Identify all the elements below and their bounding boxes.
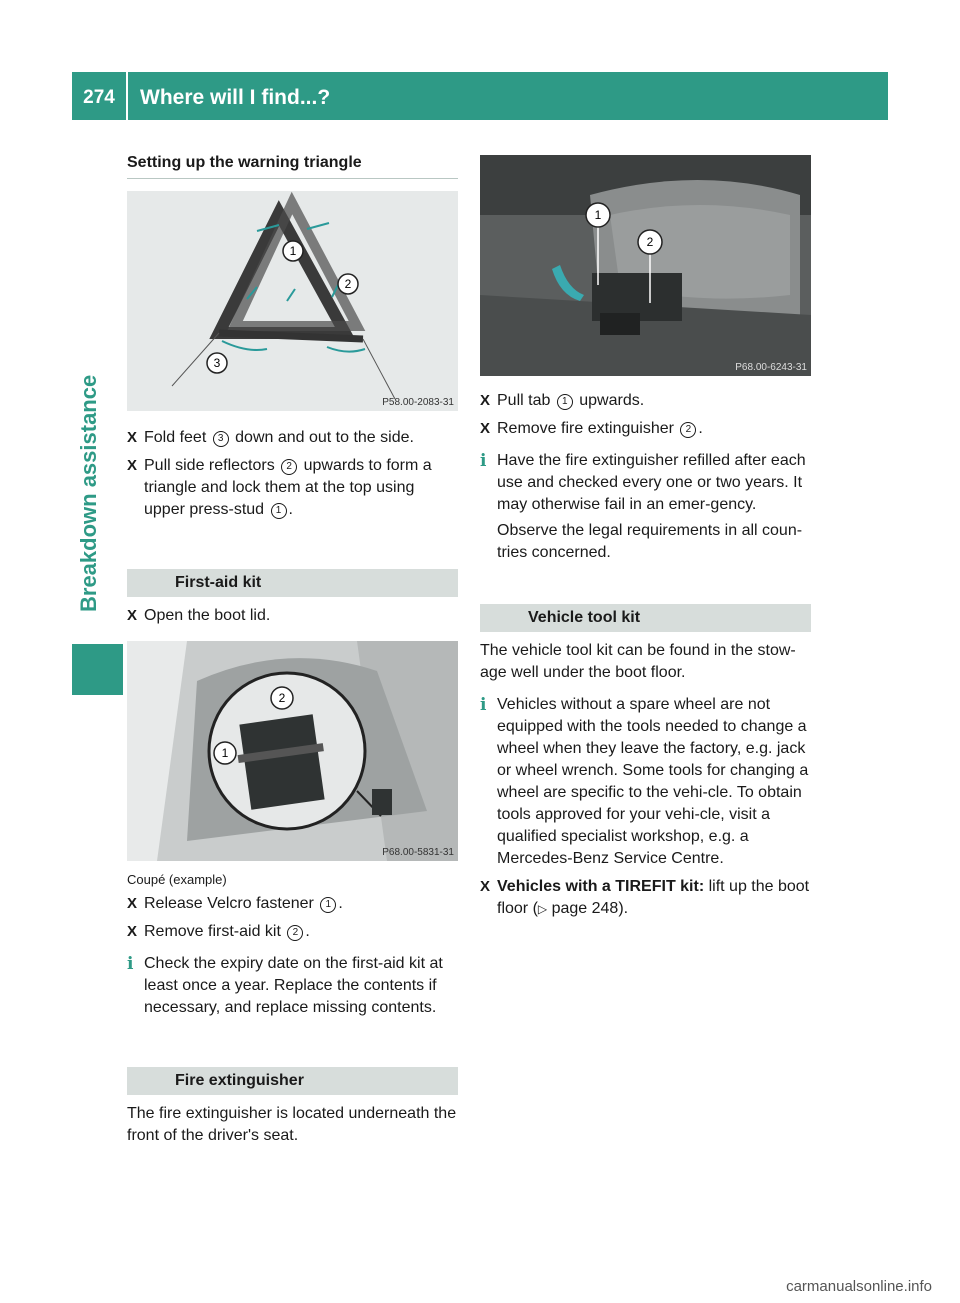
seat-illustration <box>480 155 811 376</box>
step-marker: X <box>127 457 138 474</box>
first-aid-illustration <box>127 641 458 861</box>
callout-1: 1 <box>289 244 297 258</box>
step-text: . <box>338 895 343 912</box>
page-reference-link[interactable]: page 248 <box>547 900 619 917</box>
left-column <box>127 150 458 1147</box>
callout-1: 1 <box>594 208 602 222</box>
callout-2: 2 <box>344 277 352 291</box>
step-text: down and out to the side. <box>230 429 414 446</box>
step-marker: X <box>480 420 491 437</box>
step-remove-kit <box>127 921 458 943</box>
step-text: upwards. <box>574 392 645 409</box>
figure-caption: Coupé (example) <box>127 872 227 887</box>
page-number: 274 <box>83 87 115 108</box>
ref-number: 2 <box>680 422 696 438</box>
tool-kit-text: The vehicle tool kit can be found in the stow-age well under the boot floor. <box>480 642 796 681</box>
step-open-boot <box>127 605 458 627</box>
step-pull-reflectors <box>127 455 458 521</box>
warning-triangle-illustration <box>127 191 458 411</box>
callout-1: 1 <box>221 746 229 760</box>
ref-number: 1 <box>557 394 573 410</box>
note-tool-kit <box>480 694 811 870</box>
callout-2: 2 <box>278 691 286 705</box>
header-divider <box>126 72 128 120</box>
step-marker: X <box>127 923 138 940</box>
figure-code: P68.00-5831-31 <box>382 847 454 858</box>
step-text: Pull side reflectors <box>144 457 280 474</box>
info-icon: i <box>127 954 134 974</box>
step-bold-text: Vehicles with a TIREFIT kit: <box>497 878 705 895</box>
info-icon: i <box>480 451 487 471</box>
figure-code: P58.00-2083-31 <box>382 397 454 408</box>
ref-number: 1 <box>271 503 287 519</box>
step-text: Remove first-aid kit <box>144 923 286 940</box>
step-text: ). <box>618 900 629 917</box>
first-aid-figure <box>127 641 458 861</box>
step-pull-tab <box>480 390 811 412</box>
section-heading-tool-kit: Vehicle tool kit <box>480 604 811 632</box>
step-release-velcro <box>127 893 458 915</box>
callout-2: 2 <box>646 235 654 249</box>
step-text: . <box>305 923 310 940</box>
ref-number: 2 <box>287 925 303 941</box>
step-text: . <box>698 420 703 437</box>
warning-triangle-figure <box>127 191 458 411</box>
step-marker: X <box>480 878 491 895</box>
footer-watermark: carmanualsonline.info <box>786 1278 932 1295</box>
step-fold-feet <box>127 427 458 449</box>
page-ref-arrow-icon: ▷ <box>537 902 548 916</box>
note-fire-extinguisher <box>480 450 811 564</box>
ref-number: 2 <box>281 459 297 475</box>
info-icon: i <box>480 695 487 715</box>
fire-extinguisher-figure <box>480 155 811 376</box>
ref-number: 1 <box>320 897 336 913</box>
step-marker: X <box>127 607 138 624</box>
step-text: Open the boot lid. <box>144 607 271 624</box>
section-heading-first-aid: First-aid kit <box>127 569 458 597</box>
side-tab-marker <box>72 644 123 695</box>
callout-3: 3 <box>213 356 221 370</box>
note-text: Vehicles without a spare wheel are not equipped with the tools needed to change a wheel when they leave the factory, e.g. jack or wheel wrench. Some tools for changing a wheel are specific to the vehi-cle. To obtain tools approved for your vehi-cle, visit a qualified specialist workshop, e.g. a Mercedes-Benz Service Centre. <box>497 696 809 867</box>
fire-extinguisher-text: The fire extinguisher is located underneath the front of the driver's seat. <box>127 1105 457 1144</box>
step-marker: X <box>127 895 138 912</box>
step-marker: X <box>480 392 491 409</box>
note-text: Observe the legal requirements in all coun-tries concerned. <box>497 522 803 561</box>
note-text: Check the expiry date on the first-aid kit at least once a year. Replace the contents if necessary, and replace missing contents. <box>144 955 443 1016</box>
step-text: Fold feet <box>144 429 211 446</box>
ref-number: 3 <box>213 431 229 447</box>
figure-code: P68.00-6243-31 <box>735 362 807 373</box>
note-first-aid <box>127 953 458 1019</box>
section-title-warning-triangle: Setting up the warning triangle <box>127 154 458 179</box>
step-text: Remove fire extinguisher <box>497 420 679 437</box>
side-tab-label: Breakdown assistance <box>76 374 101 612</box>
step-text: Pull tab <box>497 392 555 409</box>
step-remove-extinguisher <box>480 418 811 440</box>
right-column <box>480 155 811 920</box>
step-text: . <box>288 501 293 518</box>
page-header <box>72 72 888 120</box>
chapter-title: Where will I find...? <box>140 86 331 109</box>
step-marker: X <box>127 429 138 446</box>
step-text: Release Velcro fastener <box>144 895 319 912</box>
step-tirefit <box>480 876 811 920</box>
step-text: lift up the boot floor ( <box>497 878 810 917</box>
section-heading-fire-extinguisher: Fire extinguisher <box>127 1067 458 1095</box>
note-text: Have the fire extinguisher refilled after each use and checked every one or two years. It may otherwise fail in an emer-gency. <box>497 452 806 513</box>
step-text: upwards to form a triangle and lock them at the top using upper press-stud <box>144 457 432 518</box>
